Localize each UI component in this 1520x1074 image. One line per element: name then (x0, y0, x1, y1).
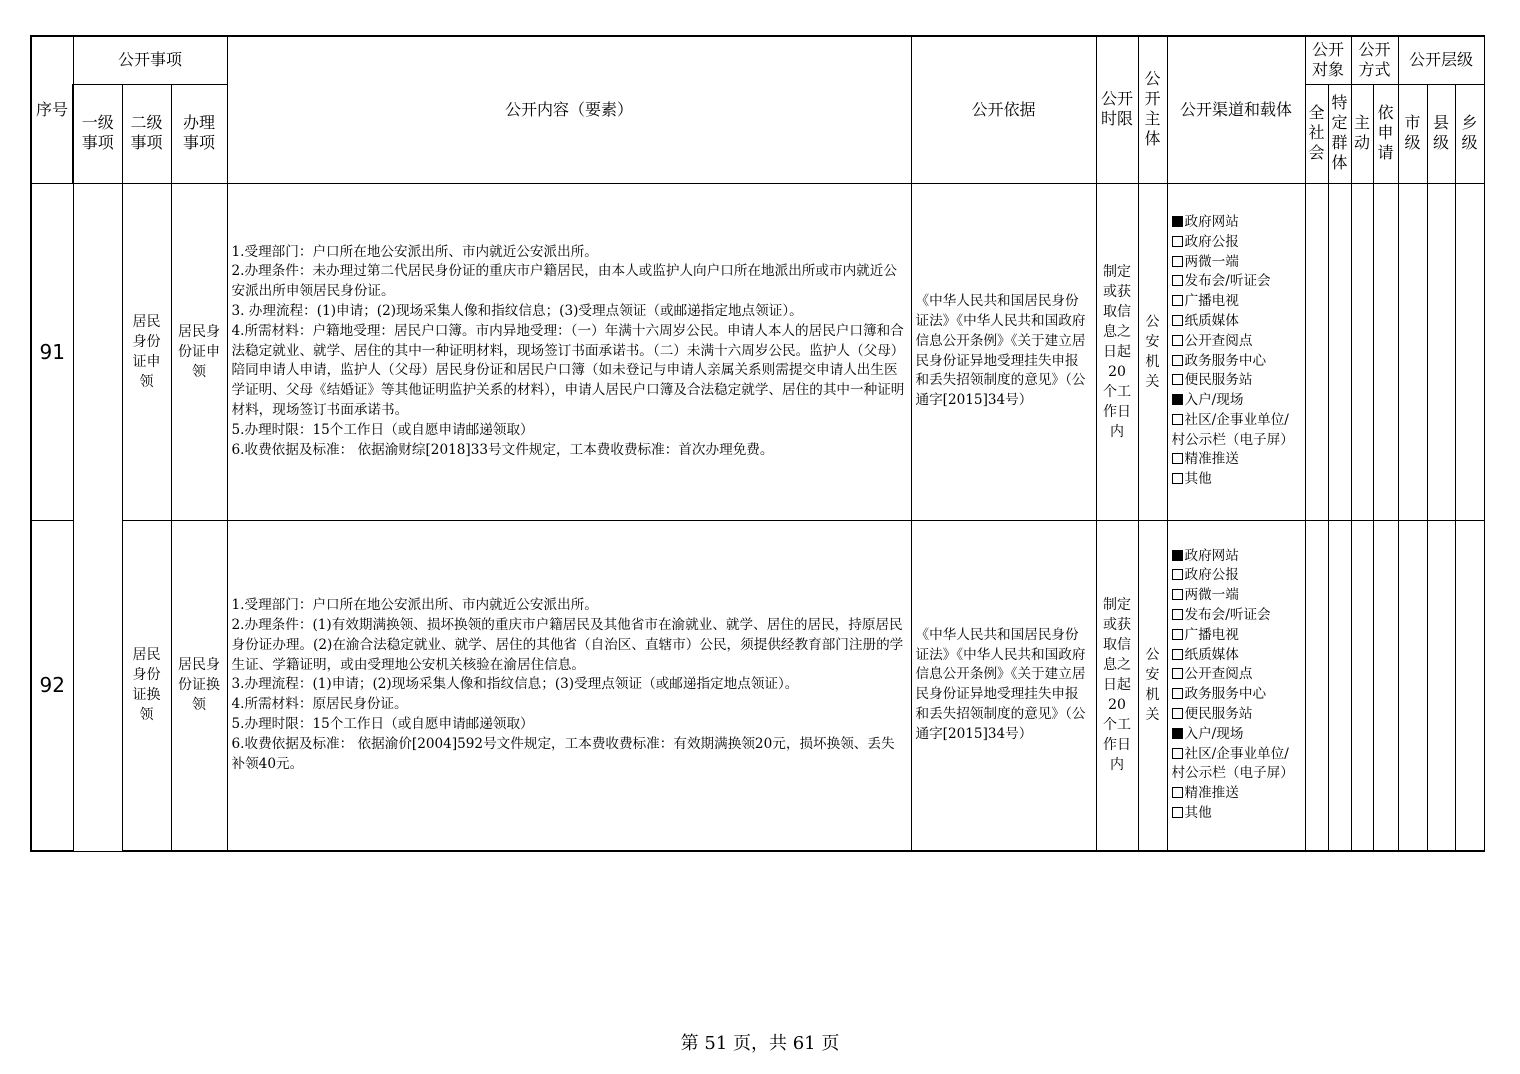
header-target: 公开对象 (1305, 36, 1351, 84)
disclosure-table (30, 35, 1485, 852)
checkbox-empty-icon (1172, 748, 1183, 759)
channel-item: 社区/企事业单位/村公示栏（电子屏） (1171, 411, 1294, 448)
row-target-all (1305, 520, 1328, 851)
checkbox-empty-icon (1172, 236, 1183, 247)
header-level-county: 县级 (1427, 84, 1455, 183)
header-basis: 公开依据 (911, 36, 1096, 183)
header-time-limit: 公开时限 (1096, 36, 1138, 183)
header-level-city: 市级 (1398, 84, 1427, 183)
header-level1: 一级事项 (73, 84, 122, 183)
checkbox-empty-icon (1172, 609, 1183, 620)
row-seq: 91 (31, 183, 73, 520)
checkbox-checked-icon (1172, 728, 1183, 739)
channel-item: 政府公报 (1172, 233, 1301, 253)
row-seq: 92 (31, 520, 73, 851)
checkbox-empty-icon (1172, 787, 1183, 798)
row-level2: 居民身份证换领 (122, 520, 171, 851)
row-content: 1.受理部门：户口所在地公安派出所、市内就近公安派出所。 2.办理条件：(1)有效期满换领、损坏换领的重庆市户籍居民及其他省市在渝就业、就学、居住的居民，持原居民身份证办理。(2)在渝合法稳定就业、就学、居住的其他省（自治区、直辖市）公民，须提供经教育部门注册的学生证、学籍证明，或由受理地公安机关核验在渝居住信息。 3.办理流程：(1)申请；(2)现场采集人像和指纹信息；(3)受理点领证（或邮递指定地点领证）。 4.所需材料：原居民身份证。 5.办理时限：15个工作日（或自愿申请邮递领取） 6.收费依据及标准： 依据渝价[2004]592号文件规定，工本费收费标准：有效期满换领20元，损坏换领、丢失补领40元。 (227, 520, 911, 851)
header-target-specific: 特定群体 (1328, 84, 1351, 183)
row-method-apply (1373, 520, 1398, 851)
checkbox-empty-icon (1172, 335, 1183, 346)
header-channels: 公开渠道和载体 (1167, 36, 1305, 183)
header-level-town: 乡级 (1455, 84, 1484, 183)
row-basis: 《中华人民共和国居民身份证法》《中华人民共和国政府信息公开条例》《关于建立居民身份证异地受理挂失申报和丢失招领制度的意见》（公通字[2015]34号） (911, 520, 1096, 851)
channel-item: 政务服务中心 (1172, 352, 1301, 372)
channel-item: 广播电视 (1172, 292, 1301, 312)
header-handle: 办理事项 (171, 84, 227, 183)
checkbox-empty-icon (1172, 688, 1183, 699)
checkbox-checked-icon (1172, 550, 1183, 561)
checkbox-checked-icon (1172, 216, 1183, 227)
header-public-matter: 公开事项 (73, 36, 227, 84)
checkbox-empty-icon (1172, 629, 1183, 640)
channel-item: 纸质媒体 (1172, 646, 1301, 666)
table-row (31, 183, 1484, 520)
checkbox-empty-icon (1172, 275, 1183, 286)
row-content: 1.受理部门：户口所在地公安派出所、市内就近公安派出所。 2.办理条件：未办理过第二代居民身份证的重庆市户籍居民，由本人或监护人向户口所在地派出所或市内就近公安派出所申领居民身份证。 3. 办理流程：(1)申请；(2)现场采集人像和指纹信息；(3)受理点领证（或邮递指定地点领证）。 4.所需材料：户籍地受理：居民户口簿。市内异地受理：（一）年满十六周岁公民。申请人本人的居民户口簿和合法稳定就业、就学、居住的其中一种证明材料，现场签订书面承诺书。（二）未满十六周岁公民。监护人（父母）陪同申请人申请，监护人（父母）居民身份证和居民户口簿（如未登记与申请人亲属关系则需提交申请人出生医学证明、父母《结婚证》等其他证明监护关系的材料），申请人居民户口簿及合法稳定就学、居住的其中一种证明材料，现场签订书面承诺书。 5.办理时限：15个工作日（或自愿申请邮递领取） 6.收费依据及标准： 依据渝财综[2018]33号文件规定，工本费收费标准：首次办理免费。 (227, 183, 911, 520)
row-target-specific (1328, 183, 1351, 520)
header-method-active: 主动 (1351, 84, 1373, 183)
row-level2: 居民身份证申领 (122, 183, 171, 520)
row-time-limit: 制定或获取信息之日起20个工作日内 (1096, 183, 1138, 520)
checkbox-empty-icon (1172, 355, 1183, 366)
checkbox-empty-icon (1172, 589, 1183, 600)
channel-item: 政府网站 (1172, 547, 1301, 567)
checkbox-empty-icon (1172, 374, 1183, 385)
checkbox-empty-icon (1172, 256, 1183, 267)
table-row (31, 520, 1484, 851)
checkbox-empty-icon (1172, 453, 1183, 464)
row-level-city (1398, 520, 1427, 851)
row-target-all (1305, 183, 1328, 520)
header-target-all: 全社会 (1305, 84, 1328, 183)
header-level: 公开层级 (1398, 36, 1484, 84)
header-seq: 序号 (31, 36, 73, 183)
row-level1 (73, 183, 122, 851)
channel-item: 入户/现场 (1172, 725, 1301, 745)
checkbox-empty-icon (1172, 295, 1183, 306)
channel-item: 政府公报 (1172, 566, 1301, 586)
header-method: 公开方式 (1351, 36, 1398, 84)
header-method-apply: 依申请 (1373, 84, 1398, 183)
channel-item: 两微一端 (1172, 586, 1301, 606)
channel-item: 两微一端 (1172, 253, 1301, 273)
channel-item: 便民服务站 (1172, 371, 1301, 391)
checkbox-empty-icon (1172, 315, 1183, 326)
row-method-apply (1373, 183, 1398, 520)
row-channels (1167, 183, 1305, 520)
row-method-active (1351, 183, 1373, 520)
checkbox-empty-icon (1172, 649, 1183, 660)
channel-item: 公开查阅点 (1172, 665, 1301, 685)
row-target-specific (1328, 520, 1351, 851)
checkbox-empty-icon (1172, 807, 1183, 818)
channel-item: 精准推送 (1172, 450, 1301, 470)
row-handle: 居民身份证换领 (171, 520, 227, 851)
channel-item: 政务服务中心 (1172, 685, 1301, 705)
channel-item: 纸质媒体 (1172, 312, 1301, 332)
row-subject: 公安机关 (1138, 520, 1167, 851)
channel-item: 广播电视 (1172, 626, 1301, 646)
row-subject: 公安机关 (1138, 183, 1167, 520)
channel-item: 其他 (1172, 470, 1301, 490)
row-basis: 《中华人民共和国居民身份证法》《中华人民共和国政府信息公开条例》《关于建立居民身份证异地受理挂失申报和丢失招领制度的意见》（公通字[2015]34号） (911, 183, 1096, 520)
row-level-town (1455, 183, 1484, 520)
header-subject: 公开主体 (1138, 36, 1167, 183)
checkbox-empty-icon (1172, 569, 1183, 580)
row-level-county (1427, 183, 1455, 520)
checkbox-empty-icon (1172, 473, 1183, 484)
channel-item: 社区/企事业单位/村公示栏（电子屏） (1171, 745, 1294, 782)
checkbox-empty-icon (1172, 668, 1183, 679)
header-content: 公开内容（要素） (227, 36, 911, 183)
row-method-active (1351, 520, 1373, 851)
row-time-limit: 制定或获取信息之日起20个工作日内 (1096, 520, 1138, 851)
channel-item: 精准推送 (1172, 784, 1301, 804)
row-channels (1167, 520, 1305, 851)
channel-item: 公开查阅点 (1172, 332, 1301, 352)
channel-item: 发布会/听证会 (1172, 272, 1301, 292)
row-level-town (1455, 520, 1484, 851)
header-level2: 二级事项 (122, 84, 171, 183)
channel-item: 其他 (1172, 804, 1301, 824)
row-handle: 居民身份证申领 (171, 183, 227, 520)
checkbox-checked-icon (1172, 394, 1183, 405)
checkbox-empty-icon (1172, 708, 1183, 719)
page-footer: 第 51 页，共 61 页 (680, 1033, 840, 1054)
checkbox-empty-icon (1172, 414, 1183, 425)
row-level-city (1398, 183, 1427, 520)
channel-item: 发布会/听证会 (1172, 606, 1301, 626)
row-level-county (1427, 520, 1455, 851)
channel-item: 便民服务站 (1172, 705, 1301, 725)
channel-item: 政府网站 (1172, 213, 1301, 233)
channel-item: 入户/现场 (1172, 391, 1301, 411)
